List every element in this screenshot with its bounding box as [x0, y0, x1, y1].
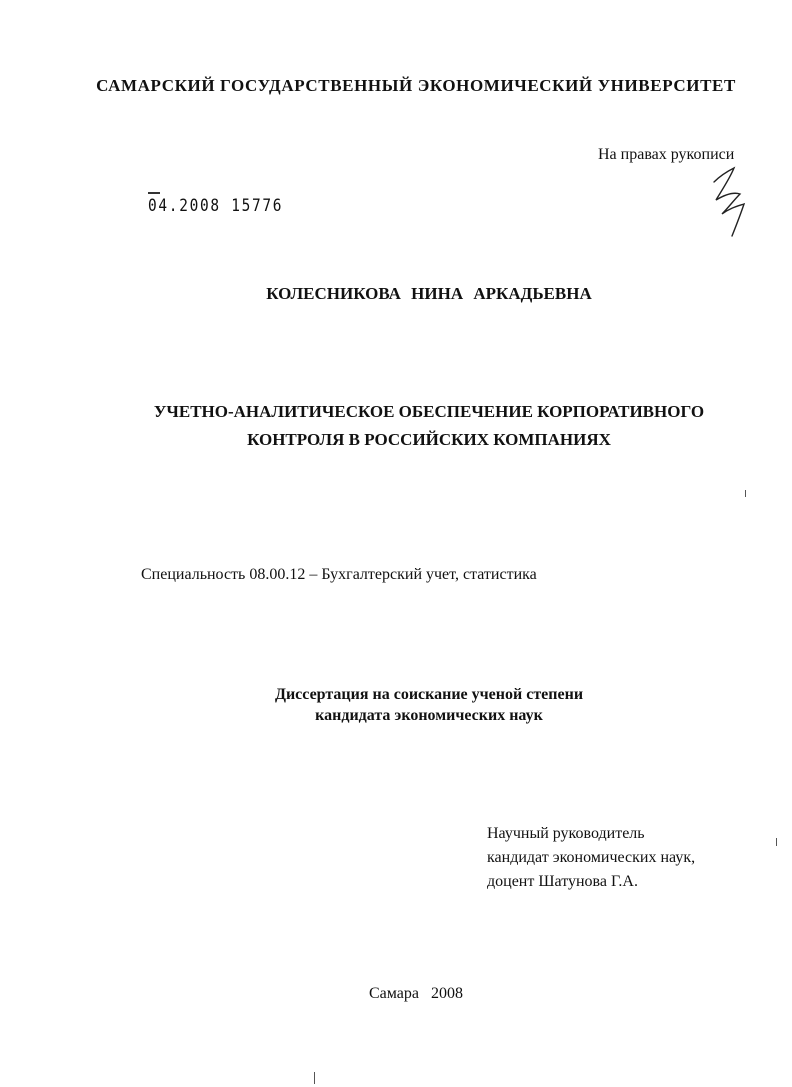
supervisor-line-2: кандидат экономических наук, [487, 849, 696, 866]
degree-line-1: Диссертация на соискание ученой степени [274, 686, 584, 703]
specialty-line: Специальность 08.00.12 – Бухгалтерский учет, статистика [141, 566, 537, 583]
scan-speck [776, 838, 777, 846]
handwritten-signature [700, 164, 750, 240]
scan-speck [745, 490, 746, 497]
university-name: САМАРСКИЙ ГОСУДАРСТВЕННЫЙ ЭКОНОМИЧЕСКИЙ УНИВЕРСИТЕТ [96, 76, 736, 95]
supervisor-line-3: доцент Шатунова Г.А. [487, 873, 638, 890]
degree-statement [0, 684, 792, 726]
scan-speck [314, 1072, 315, 1084]
archive-stamp-number: 04.2008 15776 [148, 196, 284, 216]
degree-line-2: кандидата экономических наук [315, 707, 543, 724]
stamp-mark [148, 192, 160, 194]
dissertation-title [0, 398, 792, 454]
manuscript-rights-label: На правах рукописи [598, 146, 735, 163]
author-name: КОЛЕСНИКОВА НИНА АРКАДЬЕВНА [266, 284, 592, 303]
title-line-1: УЧЕТНО-АНАЛИТИЧЕСКОЕ ОБЕСПЕЧЕНИЕ КОРПОРАТИВНОГО [153, 402, 705, 421]
supervisor-block [487, 822, 695, 894]
title-line-2: КОНТРОЛЯ В РОССИЙСКИХ КОМПАНИЯХ [247, 430, 611, 449]
supervisor-line-1: Научный руководитель [487, 825, 645, 842]
city-year: Самара 2008 [369, 985, 463, 1002]
